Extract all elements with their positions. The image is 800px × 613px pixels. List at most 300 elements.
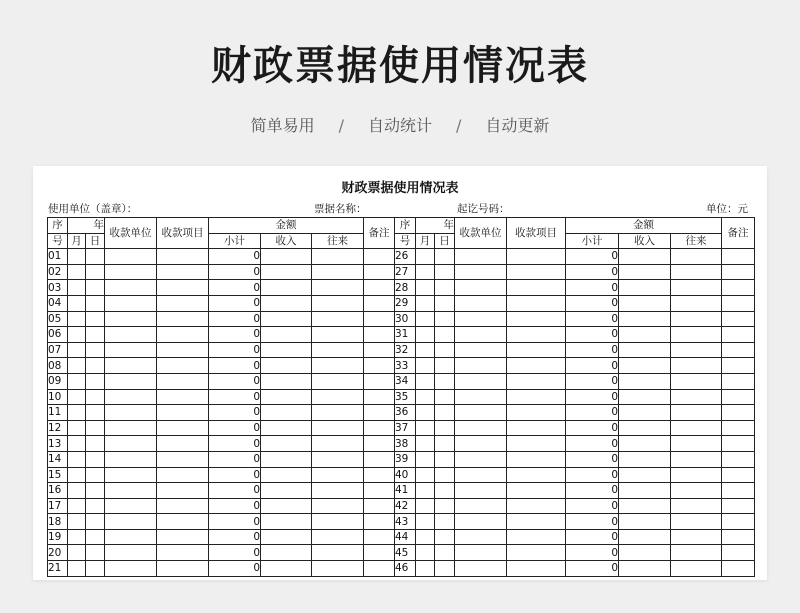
month-cell-right: [416, 358, 435, 374]
month-cell-right: [416, 420, 435, 436]
month-cell: [68, 436, 86, 452]
header-month-right: 月: [416, 233, 435, 249]
payer-cell: [105, 264, 157, 280]
month-cell: [68, 405, 86, 421]
payer-cell-right: [455, 389, 507, 405]
income-cell: [261, 280, 312, 296]
seq-cell-right: 27: [395, 264, 416, 280]
item-cell: [157, 545, 209, 561]
item-cell: [157, 529, 209, 545]
payer-cell: [105, 249, 157, 265]
subtotal-cell: 0: [209, 358, 261, 374]
month-cell-right: [416, 545, 435, 561]
day-cell-right: [435, 405, 455, 421]
transfer-cell-right: [671, 467, 722, 483]
day-cell: [86, 358, 105, 374]
month-cell: [68, 451, 86, 467]
month-cell: [68, 373, 86, 389]
item-cell: [157, 451, 209, 467]
income-cell: [261, 373, 312, 389]
table-row: [48, 529, 755, 545]
seq-cell-right: 40: [395, 467, 416, 483]
transfer-cell-right: [671, 545, 722, 561]
remark-cell-right: [722, 295, 755, 311]
item-cell: [157, 342, 209, 358]
seq-cell: 02: [48, 264, 68, 280]
income-cell-right: [619, 561, 671, 577]
transfer-cell: [312, 420, 364, 436]
item-cell-right: [507, 358, 566, 374]
feature-auto-update: 自动更新: [485, 116, 550, 135]
day-cell: [86, 405, 105, 421]
income-cell: [261, 529, 312, 545]
income-cell: [261, 249, 312, 265]
day-cell: [86, 327, 105, 343]
currency-unit-label: 单位：元: [706, 203, 748, 215]
subtotal-cell-right: 0: [566, 545, 619, 561]
item-cell: [157, 467, 209, 483]
seq-cell: 06: [48, 327, 68, 343]
seq-cell-right: 39: [395, 451, 416, 467]
income-cell-right: [619, 295, 671, 311]
item-cell-right: [507, 264, 566, 280]
remark-cell-right: [722, 311, 755, 327]
remark-cell-right: [722, 327, 755, 343]
transfer-cell-right: [671, 389, 722, 405]
payer-cell-right: [455, 561, 507, 577]
transfer-cell: [312, 389, 364, 405]
subtotal-cell: 0: [209, 280, 261, 296]
subtotal-cell: 0: [209, 405, 261, 421]
header-seq-lower: 号: [48, 233, 68, 249]
remark-cell-right: [722, 529, 755, 545]
header-subtotal: 小计: [209, 233, 261, 249]
feature-tagline: [0, 113, 800, 136]
income-cell-right: [619, 529, 671, 545]
transfer-cell-right: [671, 420, 722, 436]
month-cell-right: [416, 342, 435, 358]
number-range-label: 起讫号码：: [457, 203, 510, 215]
seq-cell-right: 33: [395, 358, 416, 374]
item-cell-right: [507, 483, 566, 499]
month-cell-right: [416, 498, 435, 514]
payer-cell-right: [455, 358, 507, 374]
payer-cell: [105, 373, 157, 389]
month-cell: [68, 420, 86, 436]
subtotal-cell: 0: [209, 264, 261, 280]
header-item: 收款项目: [157, 218, 209, 249]
month-cell: [68, 249, 86, 265]
table-row: [48, 451, 755, 467]
subtotal-cell: 0: [209, 295, 261, 311]
income-cell: [261, 514, 312, 530]
item-cell-right: [507, 561, 566, 577]
feature-auto-stat: 自动统计: [367, 116, 432, 135]
item-cell: [157, 311, 209, 327]
income-cell: [261, 295, 312, 311]
payer-cell: [105, 405, 157, 421]
table-row: [48, 420, 755, 436]
subtotal-cell-right: 0: [566, 389, 619, 405]
subtotal-cell: 0: [209, 498, 261, 514]
seq-cell: 17: [48, 498, 68, 514]
seq-cell-right: 44: [395, 529, 416, 545]
month-cell: [68, 545, 86, 561]
day-cell: [86, 483, 105, 499]
day-cell: [86, 280, 105, 296]
subtotal-cell-right: 0: [566, 342, 619, 358]
remark-cell-right: [722, 420, 755, 436]
table-body: [48, 218, 755, 577]
day-cell: [86, 295, 105, 311]
income-cell-right: [619, 389, 671, 405]
subtotal-cell: 0: [209, 451, 261, 467]
day-cell-right: [435, 420, 455, 436]
seq-cell-right: 45: [395, 545, 416, 561]
month-cell: [68, 498, 86, 514]
income-cell: [261, 405, 312, 421]
transfer-cell-right: [671, 280, 722, 296]
transfer-cell-right: [671, 264, 722, 280]
subtotal-cell: 0: [209, 483, 261, 499]
payer-cell: [105, 327, 157, 343]
item-cell-right: [507, 373, 566, 389]
table-row: [48, 483, 755, 499]
month-cell-right: [416, 389, 435, 405]
header-seq-lower-right: 号: [395, 233, 416, 249]
subtotal-cell-right: 0: [566, 405, 619, 421]
remark-cell: [364, 545, 395, 561]
item-cell-right: [507, 451, 566, 467]
item-cell: [157, 420, 209, 436]
transfer-cell: [312, 342, 364, 358]
remark-cell-right: [722, 498, 755, 514]
income-cell: [261, 311, 312, 327]
subtotal-cell-right: 0: [566, 280, 619, 296]
table-row: [48, 327, 755, 343]
item-cell: [157, 498, 209, 514]
payer-cell: [105, 358, 157, 374]
table-row: [48, 561, 755, 577]
income-cell: [261, 467, 312, 483]
income-cell: [261, 436, 312, 452]
transfer-cell-right: [671, 327, 722, 343]
transfer-cell-right: [671, 295, 722, 311]
item-cell-right: [507, 280, 566, 296]
table-row: [48, 436, 755, 452]
header-day-right: 日: [435, 233, 455, 249]
item-cell: [157, 327, 209, 343]
month-cell-right: [416, 529, 435, 545]
transfer-cell-right: [671, 483, 722, 499]
seq-cell: 11: [48, 405, 68, 421]
month-cell-right: [416, 264, 435, 280]
day-cell: [86, 436, 105, 452]
subtotal-cell-right: 0: [566, 483, 619, 499]
payer-cell: [105, 545, 157, 561]
item-cell-right: [507, 420, 566, 436]
remark-cell: [364, 529, 395, 545]
payer-cell: [105, 498, 157, 514]
seq-cell: 03: [48, 280, 68, 296]
day-cell: [86, 264, 105, 280]
seq-cell: 21: [48, 561, 68, 577]
remark-cell: [364, 436, 395, 452]
item-cell-right: [507, 405, 566, 421]
subtotal-cell-right: 0: [566, 373, 619, 389]
month-cell: [68, 529, 86, 545]
table-row: [48, 280, 755, 296]
month-cell-right: [416, 280, 435, 296]
sheet-title: 财政票据使用情况表: [341, 181, 459, 196]
payer-cell-right: [455, 264, 507, 280]
subtotal-cell: 0: [209, 389, 261, 405]
seq-cell: 16: [48, 483, 68, 499]
transfer-cell-right: [671, 561, 722, 577]
remark-cell: [364, 467, 395, 483]
income-cell-right: [619, 483, 671, 499]
subtotal-cell-right: 0: [566, 264, 619, 280]
seq-cell: 10: [48, 389, 68, 405]
subtotal-cell-right: 0: [566, 451, 619, 467]
item-cell: [157, 373, 209, 389]
payer-cell-right: [455, 529, 507, 545]
subtotal-cell: 0: [209, 561, 261, 577]
item-cell-right: [507, 529, 566, 545]
item-cell: [157, 295, 209, 311]
remark-cell-right: [722, 451, 755, 467]
income-cell-right: [619, 405, 671, 421]
item-cell-right: [507, 514, 566, 530]
transfer-cell-right: [671, 436, 722, 452]
payer-cell: [105, 389, 157, 405]
day-cell-right: [435, 561, 455, 577]
month-cell-right: [416, 483, 435, 499]
header-payer: 收款单位: [105, 218, 157, 249]
transfer-cell-right: [671, 514, 722, 530]
transfer-cell-right: [671, 529, 722, 545]
income-cell: [261, 264, 312, 280]
header-income: 收入: [261, 233, 312, 249]
remark-cell: [364, 420, 395, 436]
remark-cell: [364, 358, 395, 374]
seq-cell-right: 42: [395, 498, 416, 514]
remark-cell: [364, 389, 395, 405]
seq-cell: 13: [48, 436, 68, 452]
item-cell: [157, 561, 209, 577]
income-cell: [261, 561, 312, 577]
usage-table: [47, 217, 755, 577]
day-cell-right: [435, 451, 455, 467]
header-seq-right: 序: [399, 219, 411, 232]
payer-cell-right: [455, 373, 507, 389]
seq-cell: 08: [48, 358, 68, 374]
subtotal-cell-right: 0: [566, 514, 619, 530]
seq-cell: 04: [48, 295, 68, 311]
seq-cell: 05: [48, 311, 68, 327]
remark-cell-right: [722, 358, 755, 374]
day-cell: [86, 498, 105, 514]
day-cell-right: [435, 467, 455, 483]
income-cell-right: [619, 280, 671, 296]
payer-cell-right: [455, 467, 507, 483]
transfer-cell: [312, 514, 364, 530]
payer-cell: [105, 280, 157, 296]
header-month: 月: [68, 233, 86, 249]
seq-cell-right: 34: [395, 373, 416, 389]
payer-cell-right: [455, 483, 507, 499]
subtotal-cell-right: 0: [566, 529, 619, 545]
feature-easy: 简单易用: [250, 116, 315, 135]
seq-cell: 14: [48, 451, 68, 467]
subtotal-cell-right: 0: [566, 467, 619, 483]
remark-cell-right: [722, 389, 755, 405]
subtotal-cell-right: 0: [566, 498, 619, 514]
transfer-cell: [312, 264, 364, 280]
payer-cell: [105, 561, 157, 577]
payer-cell-right: [455, 514, 507, 530]
payer-cell-right: [455, 545, 507, 561]
header-seq-cell: [48, 218, 68, 234]
header-year-right: 年: [416, 218, 455, 234]
subtotal-cell: 0: [209, 514, 261, 530]
seq-cell-right: 28: [395, 280, 416, 296]
item-cell-right: [507, 295, 566, 311]
day-cell-right: [435, 264, 455, 280]
item-cell-right: [507, 342, 566, 358]
income-cell: [261, 327, 312, 343]
table-row: [48, 405, 755, 421]
remark-cell-right: [722, 514, 755, 530]
item-cell: [157, 405, 209, 421]
income-cell: [261, 451, 312, 467]
transfer-cell: [312, 311, 364, 327]
subtotal-cell: 0: [209, 420, 261, 436]
item-cell: [157, 389, 209, 405]
seq-cell: 18: [48, 514, 68, 530]
table-row: [48, 498, 755, 514]
transfer-cell-right: [671, 498, 722, 514]
seq-cell-right: 43: [395, 514, 416, 530]
subtotal-cell-right: 0: [566, 358, 619, 374]
table-row: [48, 342, 755, 358]
remark-cell-right: [722, 436, 755, 452]
header-subtotal-right: 小计: [566, 233, 619, 249]
page-title: 财政票据使用情况表: [211, 43, 589, 89]
income-cell-right: [619, 498, 671, 514]
item-cell: [157, 249, 209, 265]
day-cell-right: [435, 498, 455, 514]
month-cell-right: [416, 436, 435, 452]
header-day: 日: [86, 233, 105, 249]
spreadsheet-preview: [33, 166, 767, 580]
income-cell-right: [619, 373, 671, 389]
month-cell: [68, 514, 86, 530]
month-cell-right: [416, 561, 435, 577]
income-cell-right: [619, 342, 671, 358]
income-cell-right: [619, 436, 671, 452]
income-cell: [261, 483, 312, 499]
payer-cell-right: [455, 436, 507, 452]
income-cell-right: [619, 327, 671, 343]
subtotal-cell-right: 0: [566, 295, 619, 311]
transfer-cell-right: [671, 373, 722, 389]
transfer-cell: [312, 358, 364, 374]
day-cell: [86, 561, 105, 577]
remark-cell: [364, 280, 395, 296]
month-cell: [68, 342, 86, 358]
day-cell: [86, 467, 105, 483]
seq-cell-right: 37: [395, 420, 416, 436]
remark-cell: [364, 342, 395, 358]
separator: /: [456, 116, 462, 135]
income-cell-right: [619, 467, 671, 483]
transfer-cell: [312, 545, 364, 561]
transfer-cell: [312, 467, 364, 483]
month-cell: [68, 295, 86, 311]
subtotal-cell-right: 0: [566, 249, 619, 265]
income-cell-right: [619, 420, 671, 436]
seq-cell-right: 36: [395, 405, 416, 421]
remark-cell-right: [722, 264, 755, 280]
remark-cell: [364, 295, 395, 311]
item-cell: [157, 264, 209, 280]
day-cell: [86, 249, 105, 265]
transfer-cell: [312, 295, 364, 311]
remark-cell-right: [722, 342, 755, 358]
month-cell: [68, 389, 86, 405]
payer-cell-right: [455, 311, 507, 327]
seq-cell-right: 29: [395, 295, 416, 311]
transfer-cell-right: [671, 249, 722, 265]
header-transfer-right: 往来: [671, 233, 722, 249]
transfer-cell: [312, 529, 364, 545]
remark-cell: [364, 451, 395, 467]
day-cell: [86, 420, 105, 436]
transfer-cell: [312, 249, 364, 265]
seq-cell-right: 26: [395, 249, 416, 265]
subtotal-cell: 0: [209, 467, 261, 483]
transfer-cell-right: [671, 311, 722, 327]
transfer-cell: [312, 436, 364, 452]
month-cell-right: [416, 451, 435, 467]
transfer-cell: [312, 498, 364, 514]
subtotal-cell-right: 0: [566, 327, 619, 343]
payer-cell-right: [455, 280, 507, 296]
remark-cell: [364, 373, 395, 389]
remark-cell-right: [722, 545, 755, 561]
subtotal-cell: 0: [209, 545, 261, 561]
payer-cell-right: [455, 342, 507, 358]
day-cell-right: [435, 342, 455, 358]
seq-cell-right: 46: [395, 561, 416, 577]
subtotal-cell-right: 0: [566, 561, 619, 577]
day-cell-right: [435, 311, 455, 327]
subtotal-cell: 0: [209, 529, 261, 545]
transfer-cell-right: [671, 405, 722, 421]
day-cell-right: [435, 529, 455, 545]
day-cell: [86, 514, 105, 530]
day-cell: [86, 373, 105, 389]
payer-cell: [105, 514, 157, 530]
header-remark: 备注: [364, 218, 395, 249]
month-cell: [68, 264, 86, 280]
income-cell: [261, 498, 312, 514]
payer-cell-right: [455, 498, 507, 514]
transfer-cell: [312, 280, 364, 296]
remark-cell: [364, 483, 395, 499]
table-row: [48, 373, 755, 389]
